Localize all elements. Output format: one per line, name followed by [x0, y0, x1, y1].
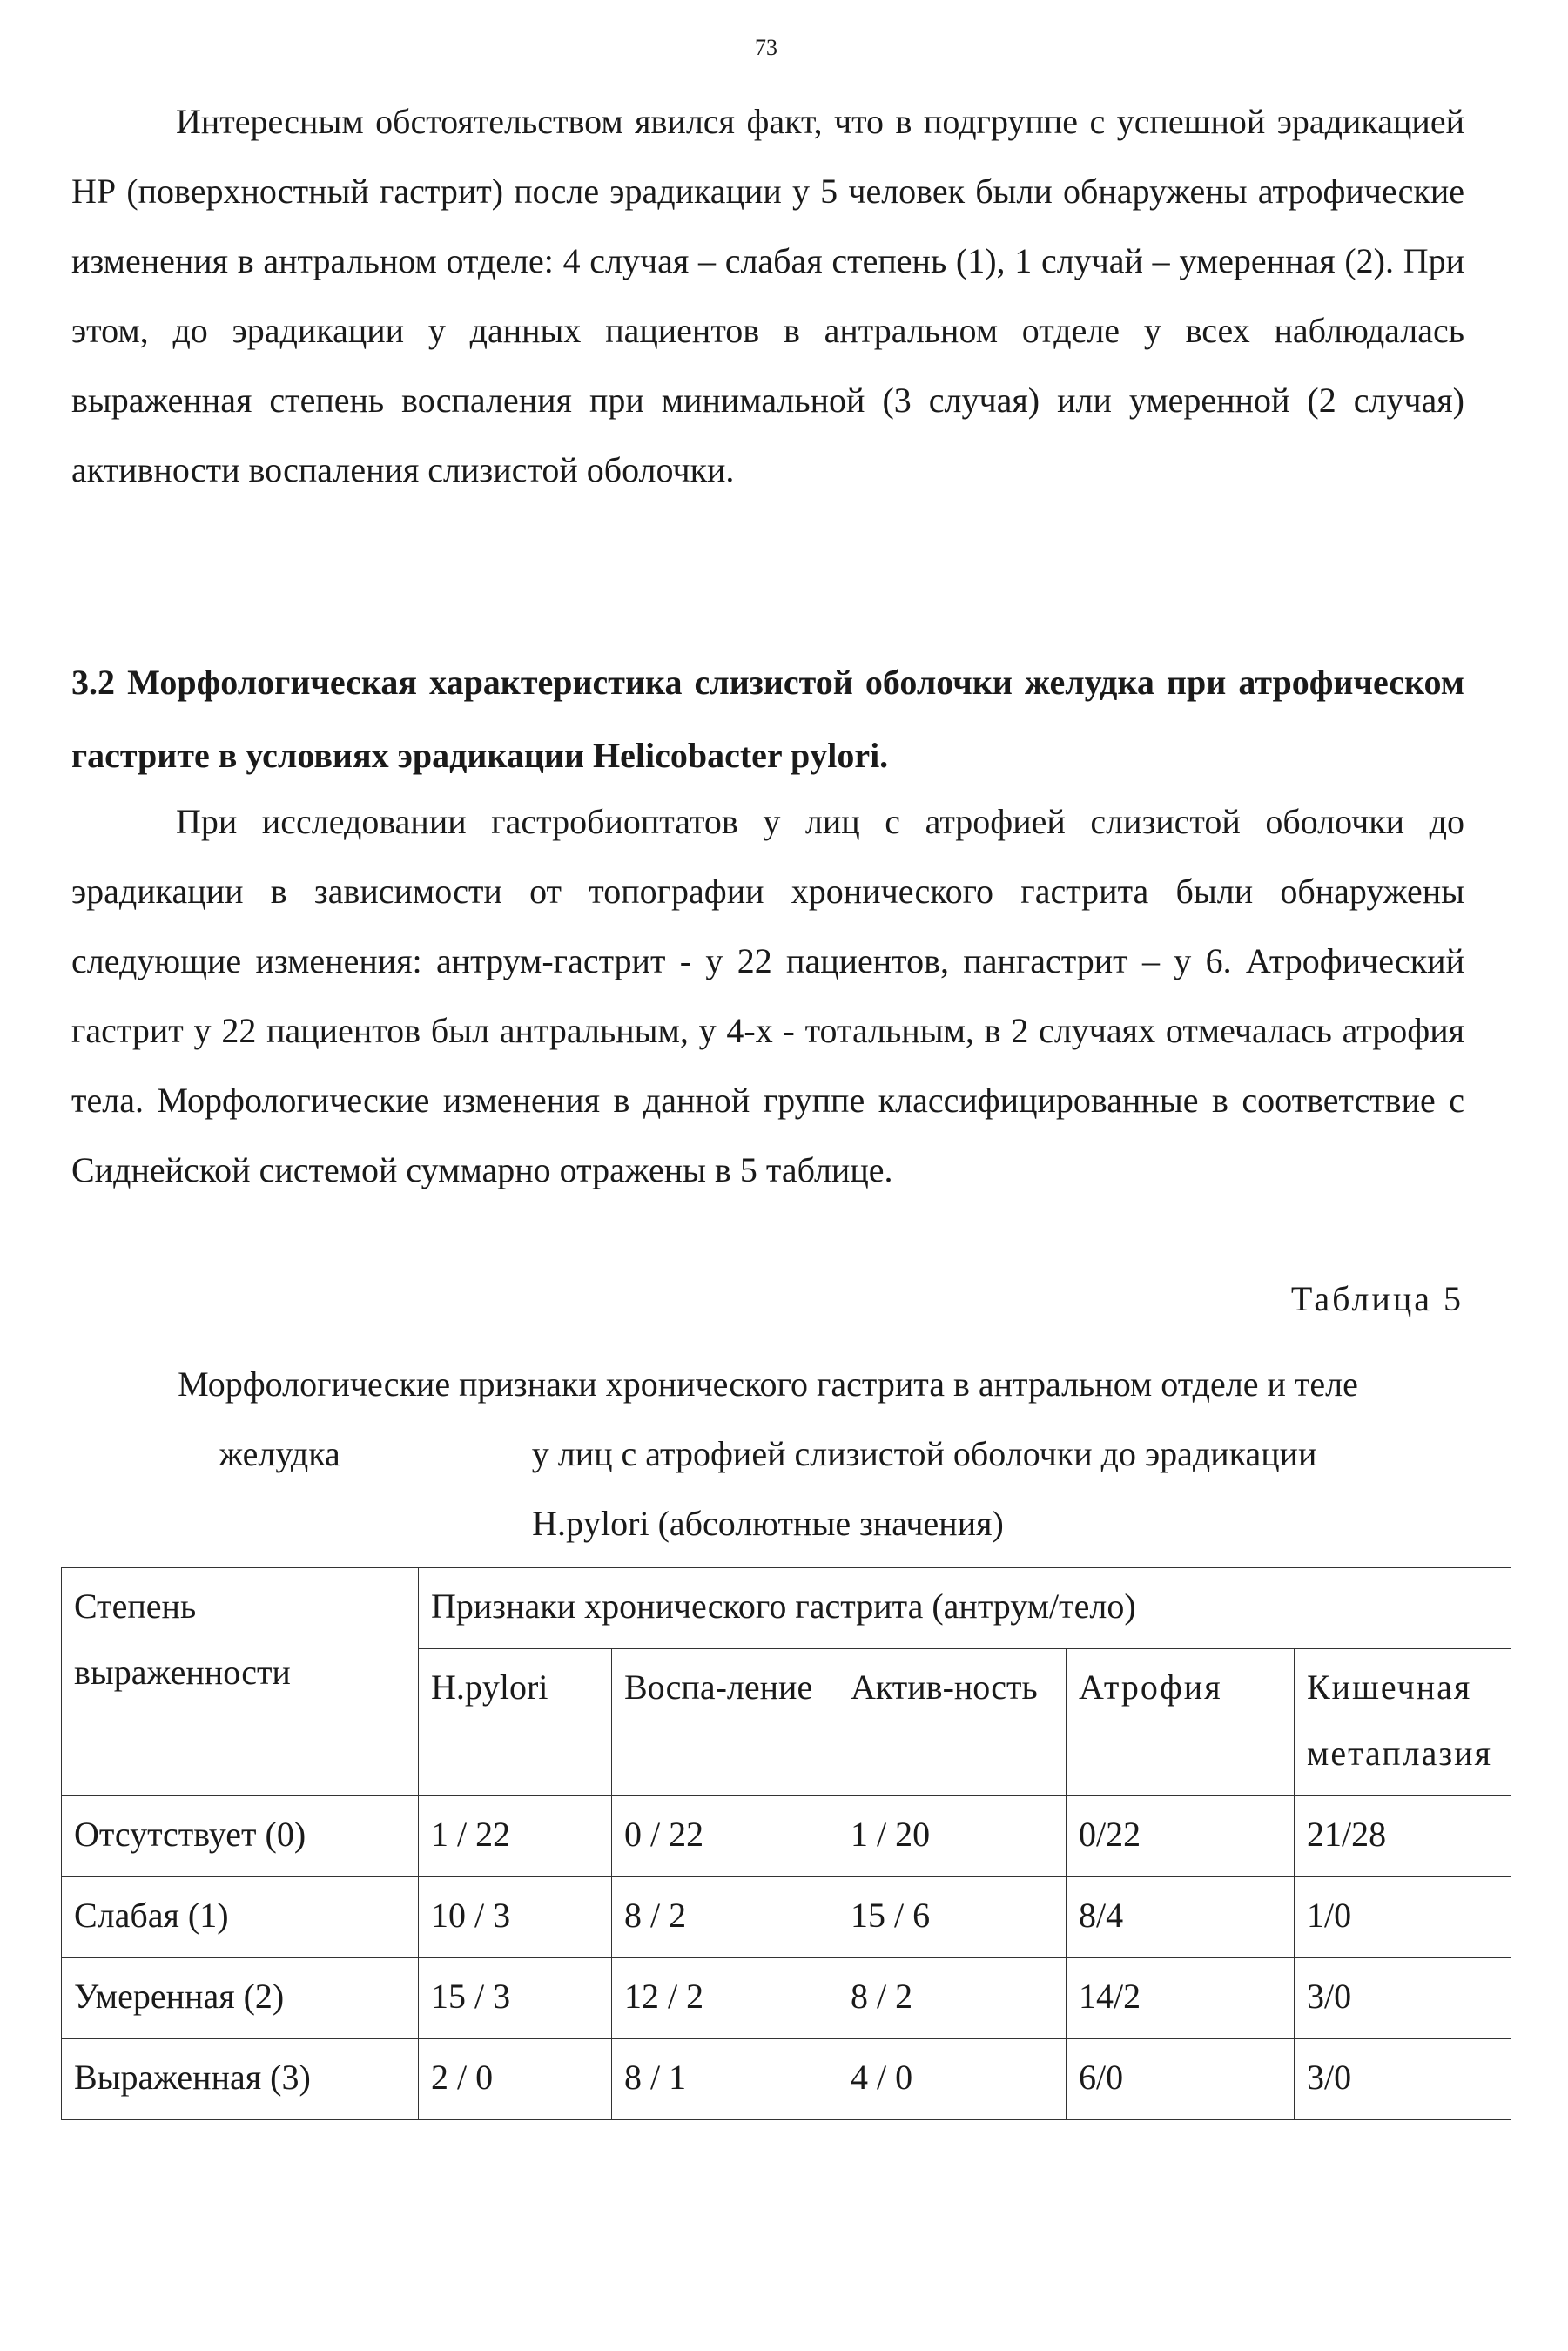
table-cell: 2 / 0	[419, 2039, 612, 2120]
caption-line-2	[71, 1419, 1464, 1489]
table-cell: 8/4	[1067, 1877, 1295, 1958]
column-header: Воспа-ление	[612, 1649, 838, 1796]
caption-line-3: H.pylori (абсолютные значения)	[532, 1504, 1004, 1543]
table-cell: 8 / 2	[612, 1877, 838, 1958]
table-cell: 15 / 3	[419, 1958, 612, 2039]
group-header: Признаки хронического гастрита (антрум/тело)	[419, 1568, 1511, 1649]
table-cell: 4 / 0	[838, 2039, 1067, 2120]
column-header: Атрофия	[1067, 1649, 1295, 1796]
row-header-title: Степень выраженности	[62, 1568, 419, 1796]
column-header: Кишечная метаплазия	[1295, 1649, 1511, 1796]
row-label: Умеренная (2)	[62, 1958, 419, 2039]
caption-line-1: Морфологические признаки хронического гастрита в антральном отделе и теле	[178, 1364, 1358, 1404]
caption-line-2-left: желудка	[219, 1434, 340, 1473]
table-row	[62, 2039, 1511, 2120]
table-caption	[71, 1350, 1464, 1559]
table-cell: 0/22	[1067, 1796, 1295, 1877]
column-header: H.pylori	[419, 1649, 612, 1796]
row-label: Отсутствует (0)	[62, 1796, 419, 1877]
table-cell: 3/0	[1295, 2039, 1511, 2120]
row-label: Слабая (1)	[62, 1877, 419, 1958]
gastritis-signs-table	[61, 1567, 1511, 2120]
table-cell: 1/0	[1295, 1877, 1511, 1958]
table-cell: 12 / 2	[612, 1958, 838, 2039]
row-label: Выраженная (3)	[62, 2039, 419, 2120]
table-header-row	[62, 1568, 1511, 1649]
paragraph-eradication-findings: Интересным обстоятельством явился факт, что в подгруппе с успешной эрадикацией НР (поверхностный гастрит) после эрадикации у 5 человек были обнаружены атрофические изменения в антральном отделе: 4 случая – слабая степень (1), 1 случай – умеренная (2). При этом, до эрадикации у данных пациентов в антральном отделе у всех наблюдалась выраженная степень воспаления при минимальной (3 случая) или умеренной (2 случая) активности воспаления слизистой оболочки.	[71, 102, 1464, 489]
table-cell: 8 / 2	[838, 1958, 1067, 2039]
table-cell: 3/0	[1295, 1958, 1511, 2039]
table-cell: 10 / 3	[419, 1877, 612, 1958]
table-cell: 1 / 20	[838, 1796, 1067, 1877]
page-number: 73	[755, 35, 777, 60]
table-row	[62, 1796, 1511, 1877]
section-heading: 3.2 Морфологическая характеристика слизистой оболочки желудка при атрофическом гастрите в условиях эрадикации Helicobacter pylori.	[71, 663, 1464, 775]
caption-line-2-right: у лиц с атрофией слизистой оболочки до эрадикации	[531, 1434, 1317, 1473]
table-cell: 15 / 6	[838, 1877, 1067, 1958]
table-cell: 0 / 22	[612, 1796, 838, 1877]
paragraph-biopsy-findings: При исследовании гастробиоптатов у лиц с атрофией слизистой оболочки до эрадикации в зависимости от топографии хронического гастрита были обнаружены следующие изменения: антрум-гастрит - у 22 пациентов, пангастрит – у 6. Атрофический гастрит у 22 пациентов был антральным, у 4-х - тотальным, в 2 случаях отмечалась атрофия тела. Морфологические изменения в данной группе классифицированные в соответствие с Сиднейской системой суммарно отражены в 5 таблице.	[71, 802, 1464, 1189]
table-row	[62, 1877, 1511, 1958]
table-row	[62, 1958, 1511, 2039]
table-cell: 21/28	[1295, 1796, 1511, 1877]
table-cell: 1 / 22	[419, 1796, 612, 1877]
table-cell: 14/2	[1067, 1958, 1295, 2039]
table-cell: 8 / 1	[612, 2039, 838, 2120]
table-cell: 6/0	[1067, 2039, 1295, 2120]
table-label: Таблица 5	[1290, 1279, 1464, 1318]
column-header: Актив-ность	[838, 1649, 1067, 1796]
